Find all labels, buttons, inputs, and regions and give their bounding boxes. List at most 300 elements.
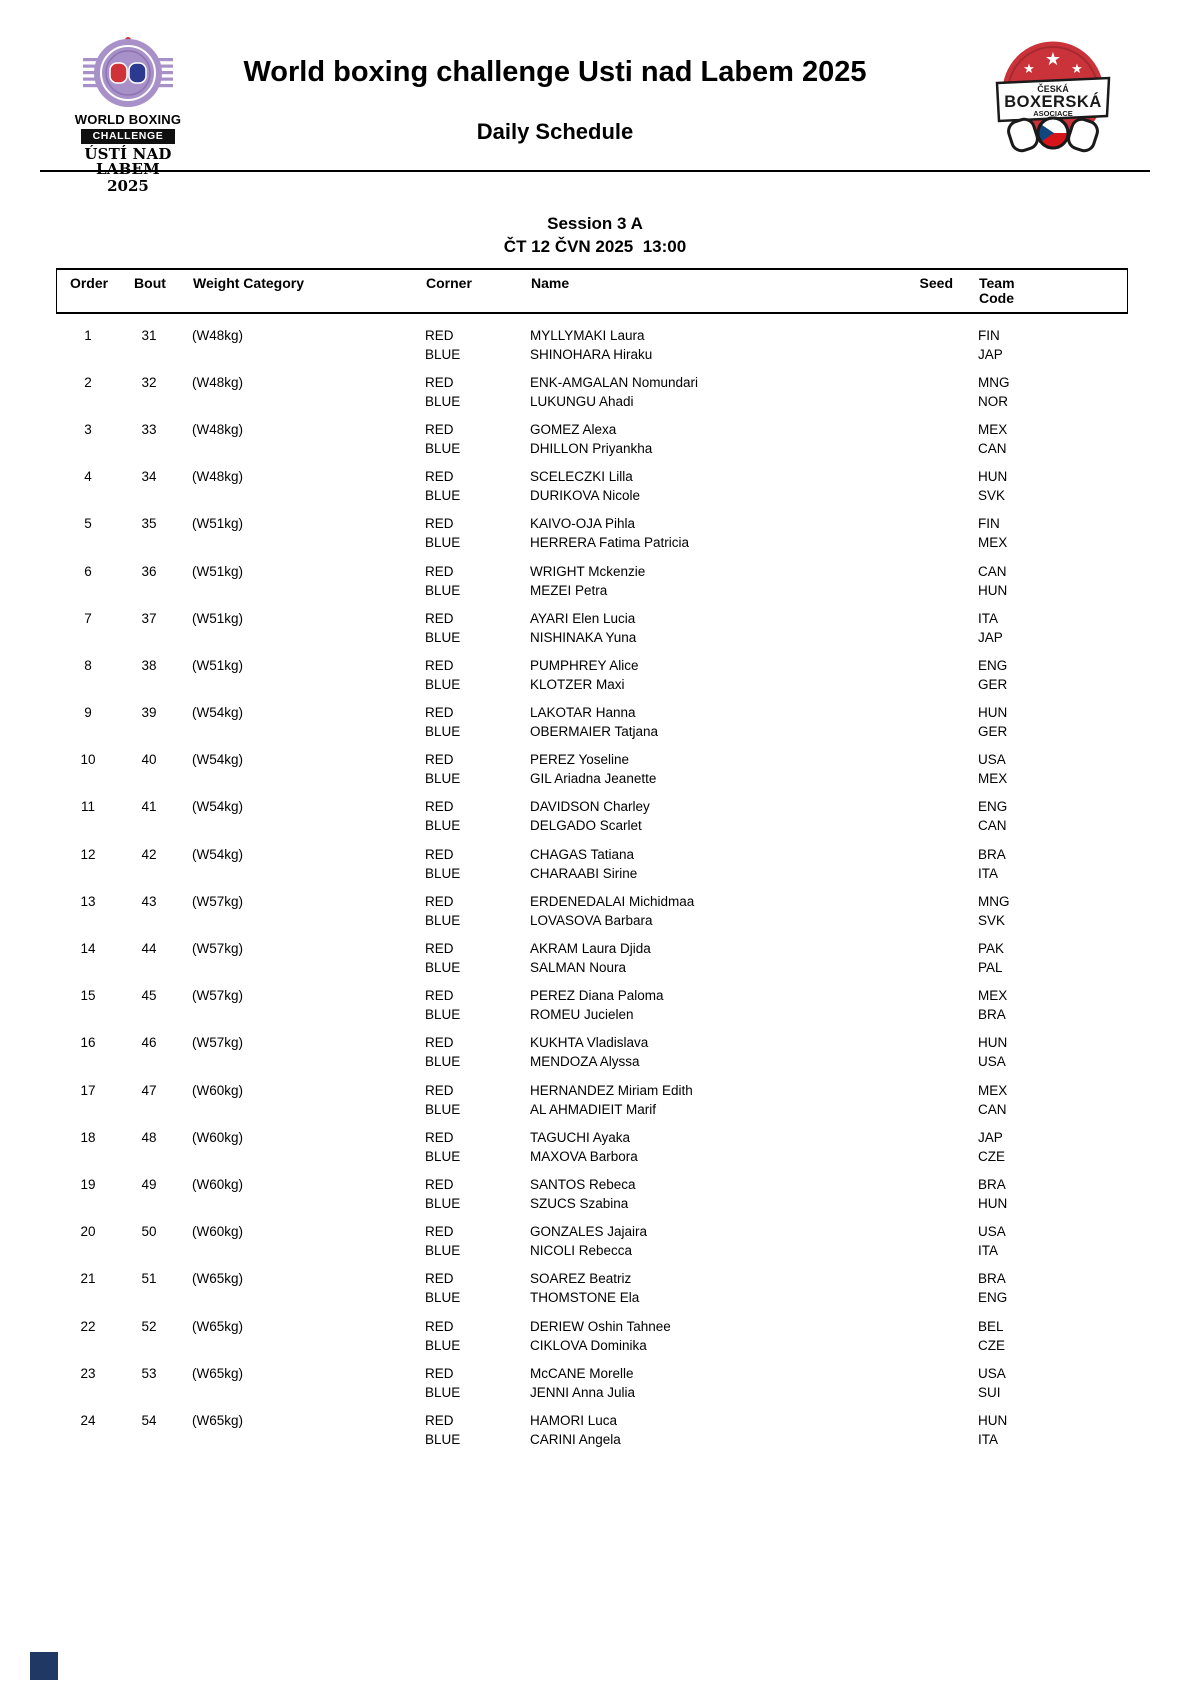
red-seed — [905, 1033, 952, 1052]
col-header-seed: Seed — [919, 275, 953, 291]
blue-seed — [905, 722, 952, 741]
corner-red-label: RED — [425, 799, 454, 815]
corner-red-label: RED — [425, 1365, 454, 1381]
blue-team-code: NOR — [978, 393, 1008, 409]
blue-seed — [905, 345, 952, 364]
red-athlete-name: SOAREZ Beatriz — [530, 1271, 632, 1287]
red-team-code: ITA — [978, 610, 998, 626]
red-corner-line — [56, 1222, 1128, 1241]
red-team-code: MEX — [978, 988, 1008, 1004]
red-corner-line — [56, 1317, 1128, 1336]
blue-team-code: CZE — [978, 1337, 1005, 1353]
bout-number: 52 — [141, 1318, 157, 1334]
blue-seed — [905, 911, 952, 930]
corner-blue-label: BLUE — [425, 1290, 461, 1306]
red-seed — [905, 845, 952, 864]
blue-team-code: PAL — [978, 960, 1003, 976]
blue-corner-line — [56, 345, 1128, 364]
blue-team-code: ITA — [978, 1431, 998, 1447]
red-corner-line — [56, 750, 1128, 769]
red-athlete-name: KUKHTA Vladislava — [530, 1035, 649, 1051]
red-team-code: HUN — [978, 469, 1008, 485]
corner-red-label: RED — [425, 1082, 454, 1098]
blue-athlete-name: LOVASOVA Barbara — [530, 912, 653, 928]
bout-number: 42 — [141, 846, 157, 862]
corner-red-label: RED — [425, 1412, 454, 1428]
red-corner-line — [56, 797, 1128, 816]
red-seed — [905, 1222, 952, 1241]
bout-number: 38 — [141, 657, 157, 673]
red-team-code: BRA — [978, 1176, 1006, 1192]
bout-row — [56, 934, 1128, 981]
red-corner-line — [56, 609, 1128, 628]
red-corner-line — [56, 562, 1128, 581]
blue-team-code: HUN — [978, 1195, 1008, 1211]
red-athlete-name: HERNANDEZ Miriam Edith — [530, 1082, 693, 1098]
blue-corner-line — [56, 1147, 1128, 1166]
red-seed — [905, 939, 952, 958]
corner-blue-label: BLUE — [425, 771, 461, 787]
bout-row — [56, 1406, 1128, 1453]
bout-number: 44 — [141, 941, 157, 957]
bout-row — [56, 510, 1128, 557]
bout-order: 18 — [80, 1129, 96, 1145]
blue-seed — [905, 486, 952, 505]
red-team-code: BEL — [978, 1318, 1004, 1334]
bout-number: 41 — [141, 799, 157, 815]
blue-corner-line — [56, 1005, 1128, 1024]
blue-corner-line — [56, 722, 1128, 741]
bout-weight-category: (W57kg) — [192, 988, 244, 1004]
bout-order: 3 — [84, 421, 92, 437]
blue-corner-line — [56, 486, 1128, 505]
corner-red-label: RED — [425, 752, 454, 768]
red-athlete-name: HAMORI Luca — [530, 1412, 618, 1428]
red-seed — [905, 1081, 952, 1100]
bout-number: 46 — [141, 1035, 157, 1051]
bout-order: 6 — [84, 563, 92, 579]
bout-weight-category: (W60kg) — [192, 1082, 244, 1098]
blue-team-code: ITA — [978, 1243, 998, 1259]
blue-seed — [905, 1336, 952, 1355]
bout-number: 54 — [141, 1412, 157, 1428]
red-team-code: FIN — [978, 516, 1000, 532]
blue-athlete-name: ROMEU Jucielen — [530, 1007, 634, 1023]
blue-seed — [905, 439, 952, 458]
page-title: World boxing challenge Usti nad Labem 2025 — [243, 56, 867, 88]
corner-blue-label: BLUE — [425, 1431, 461, 1447]
bout-row — [56, 746, 1128, 793]
bout-number: 47 — [141, 1082, 157, 1098]
corner-red-label: RED — [425, 327, 454, 343]
red-athlete-name: MYLLYMAKI Laura — [530, 327, 645, 343]
col-header-team-code: Team Code — [979, 275, 1015, 306]
bout-number: 36 — [141, 563, 157, 579]
blue-team-code: CZE — [978, 1148, 1005, 1164]
federation-logo-text-asociace: ASOCIACE — [1033, 109, 1073, 118]
bout-order: 15 — [80, 988, 96, 1004]
blue-corner-line — [56, 1430, 1128, 1449]
bout-weight-category: (W54kg) — [192, 705, 244, 721]
red-corner-line — [56, 1269, 1128, 1288]
red-team-code: USA — [978, 1224, 1006, 1240]
bout-weight-category: (W65kg) — [192, 1271, 244, 1287]
bout-order: 7 — [84, 610, 92, 626]
corner-blue-label: BLUE — [425, 1384, 461, 1400]
red-athlete-name: SCELECZKI Lilla — [530, 469, 633, 485]
bout-number: 37 — [141, 610, 157, 626]
blue-seed — [905, 628, 952, 647]
bout-order: 5 — [84, 516, 92, 532]
col-header-order: Order — [69, 275, 109, 291]
red-seed — [905, 703, 952, 722]
blue-seed — [905, 958, 952, 977]
red-athlete-name: AYARI Elen Lucia — [530, 610, 636, 626]
red-team-code: USA — [978, 752, 1006, 768]
page-corner-mark — [30, 1652, 58, 1680]
red-team-code: MNG — [978, 893, 1010, 909]
blue-team-code: JAP — [978, 629, 1003, 645]
red-corner-line — [56, 845, 1128, 864]
red-team-code: BRA — [978, 1271, 1006, 1287]
bout-row — [56, 1312, 1128, 1359]
bout-weight-category: (W54kg) — [192, 799, 244, 815]
blue-corner-line — [56, 1100, 1128, 1119]
blue-athlete-name: MEZEI Petra — [530, 582, 608, 598]
event-logo-text-city: ÚSTÍ NAD LABEM — [84, 144, 172, 179]
red-team-code: ENG — [978, 799, 1008, 815]
bout-row — [56, 982, 1128, 1029]
bout-number: 33 — [141, 421, 157, 437]
red-athlete-name: ENK-AMGALAN Nomundari — [530, 374, 699, 390]
page-subtitle: Daily Schedule — [476, 119, 634, 144]
blue-team-code: CAN — [978, 440, 1007, 456]
bout-order: 2 — [84, 374, 92, 390]
federation-logo-text-boxerska: BOXERSKÁ — [1004, 93, 1102, 111]
red-seed — [905, 467, 952, 486]
red-seed — [905, 420, 952, 439]
blue-team-code: MEX — [978, 535, 1008, 551]
blue-team-code: CAN — [978, 1101, 1007, 1117]
session-datetime: ČT 12 ČVN 2025 13:00 — [503, 237, 687, 256]
blue-corner-line — [56, 1288, 1128, 1307]
red-corner-line — [56, 373, 1128, 392]
red-athlete-name: WRIGHT Mckenzie — [530, 563, 646, 579]
bout-rows — [56, 314, 1128, 1454]
red-seed — [905, 986, 952, 1005]
red-athlete-name: McCANE Morelle — [530, 1365, 634, 1381]
red-seed — [905, 373, 952, 392]
red-athlete-name: PEREZ Diana Paloma — [530, 988, 664, 1004]
red-corner-line — [56, 656, 1128, 675]
corner-red-label: RED — [425, 374, 454, 390]
bout-number: 40 — [141, 752, 157, 768]
bout-row — [56, 1265, 1128, 1312]
red-seed — [905, 797, 952, 816]
corner-blue-label: BLUE — [425, 1007, 461, 1023]
table-header-row — [56, 268, 1128, 314]
svg-text:★: ★ — [1071, 62, 1083, 77]
red-corner-line — [56, 326, 1128, 345]
blue-athlete-name: DHILLON Priyankha — [530, 440, 653, 456]
corner-blue-label: BLUE — [425, 676, 461, 692]
bout-order: 1 — [84, 327, 92, 343]
bout-order: 13 — [80, 893, 96, 909]
corner-blue-label: BLUE — [425, 865, 461, 881]
bout-number: 51 — [141, 1271, 157, 1287]
corner-blue-label: BLUE — [425, 1054, 461, 1070]
red-corner-line — [56, 703, 1128, 722]
blue-corner-line — [56, 392, 1128, 411]
blue-team-code: SVK — [978, 488, 1006, 504]
bout-weight-category: (W65kg) — [192, 1318, 244, 1334]
bout-row — [56, 604, 1128, 651]
blue-team-code: JAP — [978, 346, 1003, 362]
red-athlete-name: DAVIDSON Charley — [530, 799, 650, 815]
corner-blue-label: BLUE — [425, 488, 461, 504]
blue-seed — [905, 1430, 952, 1449]
session-block — [0, 212, 1190, 258]
red-corner-line — [56, 420, 1128, 439]
bout-number: 50 — [141, 1224, 157, 1240]
blue-corner-line — [56, 1383, 1128, 1402]
blue-seed — [905, 864, 952, 883]
blue-team-code: SUI — [978, 1384, 1001, 1400]
bout-number: 49 — [141, 1176, 157, 1192]
red-seed — [905, 750, 952, 769]
bout-number: 39 — [141, 705, 157, 721]
bout-number: 34 — [141, 469, 157, 485]
red-team-code: FIN — [978, 327, 1000, 343]
bout-row — [56, 557, 1128, 604]
red-athlete-name: ERDENEDALAI Michidmaa — [530, 893, 695, 909]
blue-athlete-name: LUKUNGU Ahadi — [530, 393, 634, 409]
red-seed — [905, 656, 952, 675]
corner-red-label: RED — [425, 469, 454, 485]
bout-row — [56, 840, 1128, 887]
red-seed — [905, 514, 952, 533]
bout-weight-category: (W65kg) — [192, 1412, 244, 1428]
red-athlete-name: GONZALES Jajaira — [530, 1224, 648, 1240]
corner-blue-label: BLUE — [425, 818, 461, 834]
corner-red-label: RED — [425, 846, 454, 862]
blue-corner-line — [56, 769, 1128, 788]
blue-seed — [905, 1241, 952, 1260]
blue-seed — [905, 1052, 952, 1071]
bout-weight-category: (W65kg) — [192, 1365, 244, 1381]
red-team-code: BRA — [978, 846, 1006, 862]
bout-number: 31 — [141, 327, 157, 343]
blue-seed — [905, 1005, 952, 1024]
blue-athlete-name: CIKLOVA Dominika — [530, 1337, 647, 1353]
bout-row — [56, 415, 1128, 462]
bout-weight-category: (W54kg) — [192, 752, 244, 768]
federation-logo — [988, 32, 1118, 168]
blue-athlete-name: MAXOVA Barbora — [530, 1148, 638, 1164]
blue-athlete-name: GIL Ariadna Jeanette — [530, 771, 657, 787]
blue-corner-line — [56, 1336, 1128, 1355]
blue-seed — [905, 1194, 952, 1213]
bout-row — [56, 1170, 1128, 1217]
bout-number: 45 — [141, 988, 157, 1004]
blue-corner-line — [56, 533, 1128, 552]
col-header-corner: Corner — [426, 275, 472, 291]
bout-weight-category: (W51kg) — [192, 610, 244, 626]
red-athlete-name: GOMEZ Alexa — [530, 421, 617, 437]
federation-logo-text-ceska: ČESKÁ — [1037, 84, 1069, 94]
bout-row — [56, 368, 1128, 415]
red-seed — [905, 1175, 952, 1194]
bout-row — [56, 887, 1128, 934]
corner-red-label: RED — [425, 893, 454, 909]
col-header-weight-category: Weight Category — [193, 275, 304, 291]
red-seed — [905, 326, 952, 345]
bout-weight-category: (W57kg) — [192, 941, 244, 957]
bout-weight-category: (W51kg) — [192, 657, 244, 673]
blue-corner-line — [56, 581, 1128, 600]
blue-athlete-name: JENNI Anna Julia — [530, 1384, 636, 1400]
corner-red-label: RED — [425, 988, 454, 1004]
blue-athlete-name: SALMAN Noura — [530, 960, 627, 976]
red-seed — [905, 562, 952, 581]
red-team-code: MNG — [978, 374, 1010, 390]
corner-blue-label: BLUE — [425, 1195, 461, 1211]
svg-text:★: ★ — [1023, 62, 1035, 77]
bout-number: 53 — [141, 1365, 157, 1381]
red-seed — [905, 609, 952, 628]
bout-order: 12 — [80, 846, 96, 862]
blue-seed — [905, 1147, 952, 1166]
red-athlete-name: AKRAM Laura Djida — [530, 941, 651, 957]
blue-team-code: USA — [978, 1054, 1006, 1070]
bout-order: 11 — [80, 799, 95, 815]
corner-blue-label: BLUE — [425, 346, 461, 362]
bout-row — [56, 793, 1128, 840]
corner-blue-label: BLUE — [425, 393, 461, 409]
corner-blue-label: BLUE — [425, 440, 461, 456]
corner-red-label: RED — [425, 1176, 454, 1192]
header-divider — [40, 170, 1150, 172]
bout-order: 14 — [80, 941, 96, 957]
blue-seed — [905, 581, 952, 600]
corner-blue-label: BLUE — [425, 535, 461, 551]
corner-red-label: RED — [425, 1224, 454, 1240]
blue-athlete-name: NISHINAKA Yuna — [530, 629, 637, 645]
red-team-code: USA — [978, 1365, 1006, 1381]
bout-weight-category: (W57kg) — [192, 1035, 244, 1051]
corner-blue-label: BLUE — [425, 629, 461, 645]
bout-weight-category: (W48kg) — [192, 469, 244, 485]
red-team-code: HUN — [978, 1412, 1008, 1428]
corner-blue-label: BLUE — [425, 1148, 461, 1164]
blue-corner-line — [56, 958, 1128, 977]
bout-row — [56, 463, 1128, 510]
blue-athlete-name: CHARAABI Sirine — [530, 865, 638, 881]
blue-corner-line — [56, 816, 1128, 835]
bout-order: 17 — [80, 1082, 96, 1098]
blue-athlete-name: DELGADO Scarlet — [530, 818, 642, 834]
red-seed — [905, 892, 952, 911]
blue-athlete-name: MENDOZA Alyssa — [530, 1054, 640, 1070]
bout-number: 43 — [141, 893, 157, 909]
corner-red-label: RED — [425, 563, 454, 579]
bout-row — [56, 1123, 1128, 1170]
bout-order: 10 — [80, 752, 96, 768]
blue-team-code: CAN — [978, 818, 1007, 834]
page-header — [0, 34, 1190, 196]
corner-red-label: RED — [425, 516, 454, 532]
bout-weight-category: (W48kg) — [192, 421, 244, 437]
bout-weight-category: (W60kg) — [192, 1176, 244, 1192]
blue-athlete-name: CARINI Angela — [530, 1431, 621, 1447]
red-team-code: HUN — [978, 1035, 1008, 1051]
blue-athlete-name: AL AHMADIEIT Marif — [530, 1101, 657, 1117]
corner-blue-label: BLUE — [425, 582, 461, 598]
event-logo-text-world-boxing: WORLD BOXING — [74, 112, 182, 127]
bout-order: 24 — [80, 1412, 96, 1428]
red-team-code: MEX — [978, 421, 1008, 437]
red-seed — [905, 1128, 952, 1147]
col-header-bout: Bout — [134, 275, 166, 291]
corner-red-label: RED — [425, 1035, 454, 1051]
bout-weight-category: (W51kg) — [192, 563, 244, 579]
red-corner-line — [56, 1175, 1128, 1194]
blue-seed — [905, 1383, 952, 1402]
blue-athlete-name: DURIKOVA Nicole — [530, 488, 641, 504]
corner-red-label: RED — [425, 1318, 454, 1334]
red-athlete-name: TAGUCHI Ayaka — [530, 1129, 631, 1145]
red-corner-line — [56, 986, 1128, 1005]
red-corner-line — [56, 939, 1128, 958]
red-corner-line — [56, 892, 1128, 911]
bout-weight-category: (W60kg) — [192, 1224, 244, 1240]
red-team-code: CAN — [978, 563, 1007, 579]
bout-row — [56, 321, 1128, 368]
red-team-code: HUN — [978, 705, 1008, 721]
red-team-code: JAP — [978, 1129, 1003, 1145]
corner-blue-label: BLUE — [425, 960, 461, 976]
session-name: Session 3 A — [547, 214, 643, 233]
red-corner-line — [56, 1128, 1128, 1147]
blue-athlete-name: OBERMAIER Tatjana — [530, 724, 659, 740]
blue-corner-line — [56, 1194, 1128, 1213]
bout-weight-category: (W54kg) — [192, 846, 244, 862]
bout-weight-category: (W48kg) — [192, 374, 244, 390]
blue-team-code: ITA — [978, 865, 998, 881]
red-seed — [905, 1317, 952, 1336]
bout-order: 4 — [84, 469, 92, 485]
bout-number: 32 — [141, 374, 157, 390]
corner-red-label: RED — [425, 1271, 454, 1287]
bout-row — [56, 1076, 1128, 1123]
corner-red-label: RED — [425, 610, 454, 626]
blue-corner-line — [56, 675, 1128, 694]
bout-order: 16 — [80, 1035, 96, 1051]
bout-number: 48 — [141, 1129, 157, 1145]
corner-blue-label: BLUE — [425, 912, 461, 928]
corner-blue-label: BLUE — [425, 1337, 461, 1353]
red-corner-line — [56, 1081, 1128, 1100]
red-team-code: ENG — [978, 657, 1008, 673]
blue-athlete-name: KLOTZER Maxi — [530, 676, 625, 692]
blue-athlete-name: THOMSTONE Ela — [530, 1290, 640, 1306]
bout-weight-category: (W48kg) — [192, 327, 244, 343]
bout-order: 8 — [84, 657, 92, 673]
red-seed — [905, 1269, 952, 1288]
bout-weight-category: (W57kg) — [192, 893, 244, 909]
corner-red-label: RED — [425, 941, 454, 957]
blue-seed — [905, 769, 952, 788]
